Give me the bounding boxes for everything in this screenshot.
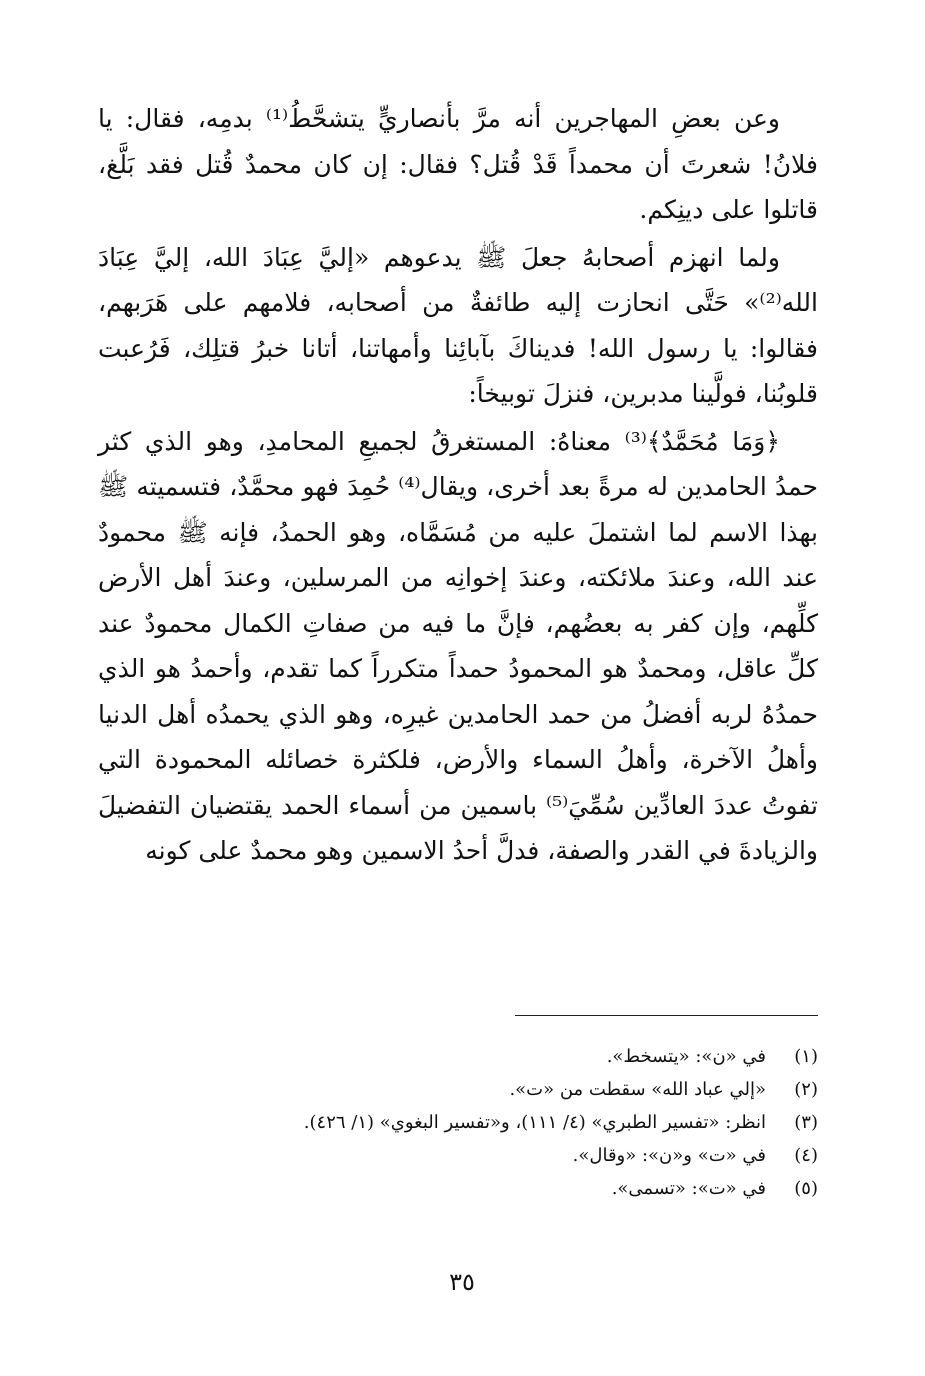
footnote-2	[98, 1073, 818, 1106]
main-text	[98, 96, 818, 874]
paragraph-1: وعن بعضِ المهاجرين أنه مرَّ بأنصاريٍّ يتشحَّطُ⁽¹⁾ بدمِه، فقال: يا فلانُ! شعرتَ أن محمداً قَدْ قُتل؟ فقال: إن كان محمدٌ قُتل فقد بَلَّغ، قاتلوا على دينِكم.	[98, 104, 818, 224]
footnote-5	[98, 1172, 818, 1205]
footnotes	[98, 1040, 818, 1205]
footnote-4	[98, 1139, 818, 1172]
footnote-number: (٢)	[794, 1079, 818, 1100]
footnote-text: في «ت»: «تسمى».	[611, 1178, 766, 1199]
paragraph-3: ﴿وَمَا مُحَمَّدٌ﴾⁽³⁾ معناهُ: المستغرقُ لجميعِ المحامدِ، وهو الذي كثر حمدُ الحامدين له مرةً بعد أخرى، ويقال⁽⁴⁾ حُمِدَ فهو محمَّدٌ، فتسميته ﷺ بهذا الاسم لما اشتملَ عليه من مُسَمَّاه، وهو الحمدُ، فإنه ﷺ محمودٌ عند الله، وعندَ ملائكته، وعندَ إخوانِه من المرسلين، وعندَ أهل الأرض كلِّهم، وإن كفر به بعضُهم، فإنَّ ما فيه من صفاتِ الكمال محمودٌ عند كلِّ عاقل، ومحمدٌ هو المحمودُ حمداً متكرراً كما تقدم، وأحمدُ هو الذي حمدُهُ لربه أفضلُ من حمد الحامدين غيرِه، وهو الذي يحمدُه أهل الدنيا وأهلُ الآخرة، وأهلُ السماء والأرض، فلكثرة خصائله المحمودة التي تفوتُ عددَ العادِّين سُمِّيَ⁽⁵⁾ باسمين من أسماء الحمد يقتضيان التفضيلَ والزيادةَ في القدر والصفة، فدلَّ أحدُ الاسمين وهو محمدٌ على كونه	[98, 426, 819, 865]
footnote-number: (٤)	[794, 1145, 818, 1166]
footnote-number: (١)	[794, 1046, 818, 1067]
footnote-3	[98, 1106, 818, 1139]
footnote-separator	[515, 1015, 818, 1016]
footnote-text: انظر: «تفسير الطبري» (٤/ ١١١)، و«تفسير البغوي» (١/ ٤٢٦).	[303, 1112, 766, 1133]
footnote-number: (٥)	[794, 1178, 818, 1199]
footnote-text: في «ن»: «يتسخط».	[606, 1046, 766, 1067]
footnote-text: في «ت» و«ن»: «وقال».	[572, 1145, 766, 1166]
page-number: ٣٥	[449, 1268, 475, 1296]
footnote-1	[98, 1040, 818, 1073]
footnote-text: «إلي عباد الله» سقطت من «ت».	[509, 1079, 766, 1100]
footnote-number: (٣)	[794, 1112, 818, 1133]
paragraph-2: ولما انهزم أصحابهُ جعلَ ﷺ يدعوهم «إليَّ عِبَادَ الله، إليَّ عِبَادَ الله⁽²⁾» حَتَّى انحازت إليه طائفةٌ من أصحابه، فلامهم على هَرَبهم، فقالوا: يا رسول الله! فديناكَ بآبائِنا وأمهاتنا، أتانا خبرُ قتلِك، فَرُعبت قلوبُنا، فولَّينا مدبرين، فنزلَ توبيخاً:	[98, 242, 818, 408]
